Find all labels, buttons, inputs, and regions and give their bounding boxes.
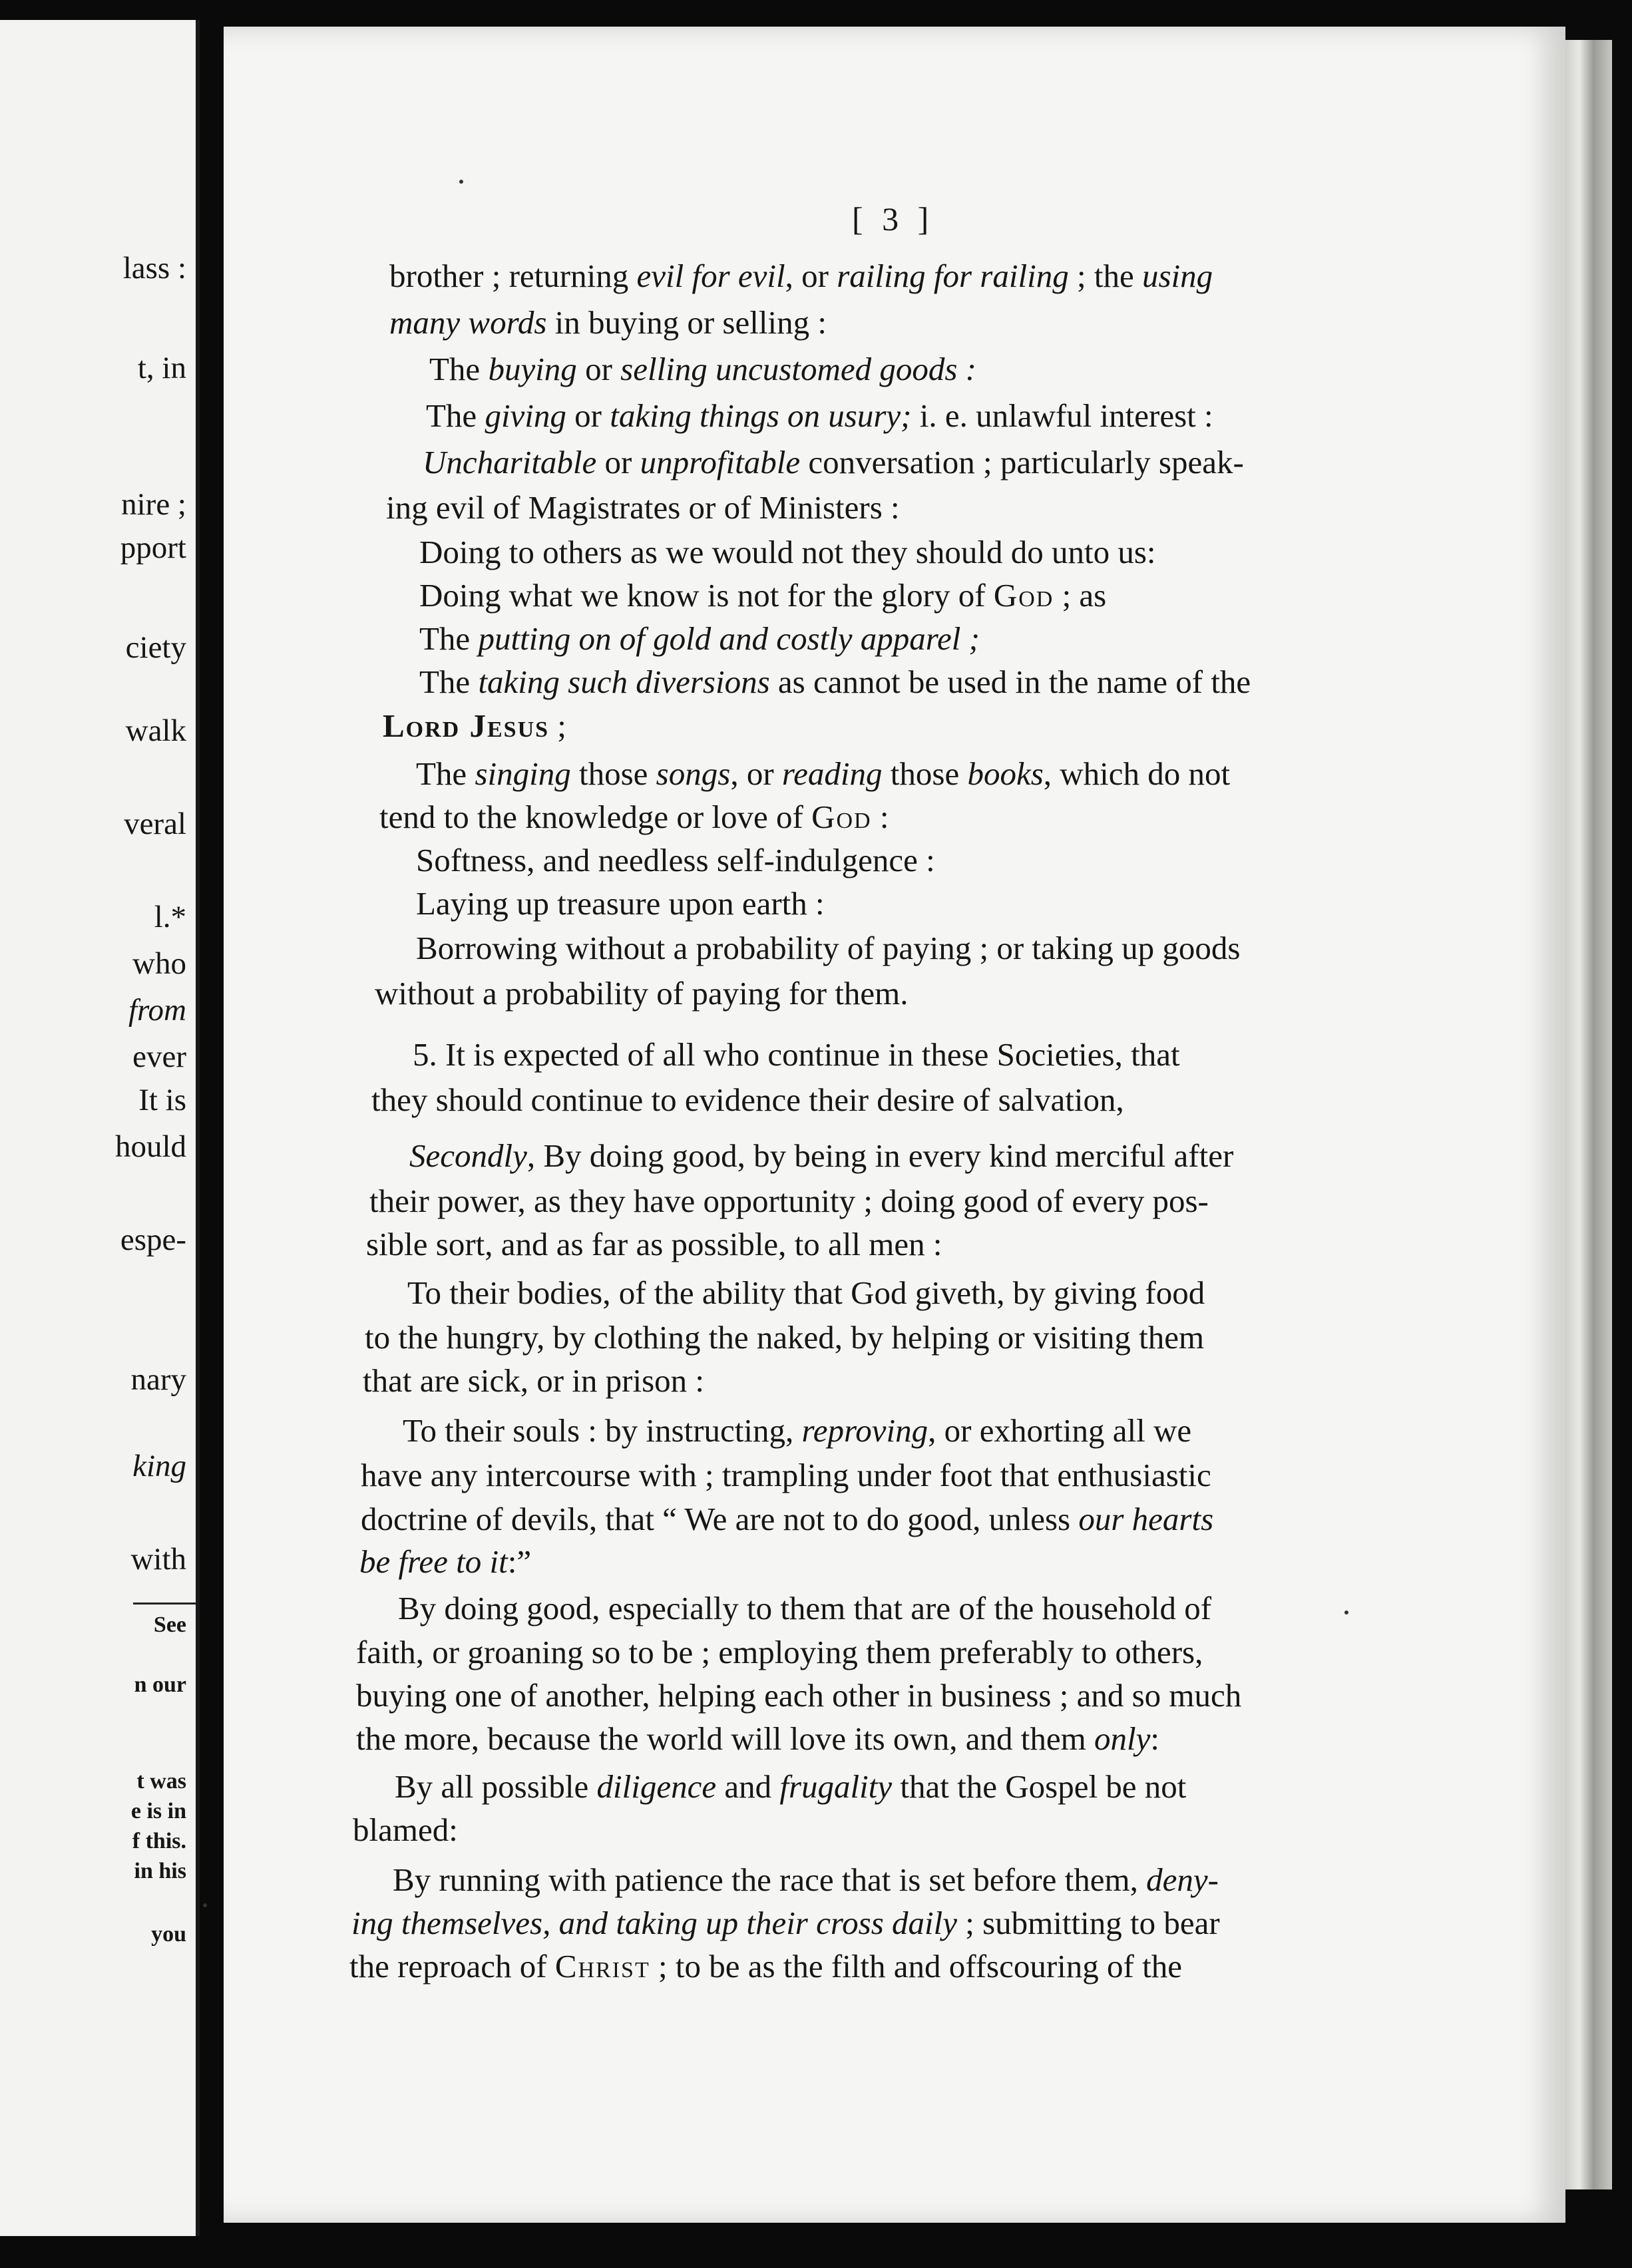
text-line (361, 1459, 1211, 1491)
text-run: Laying up treasure upon earth : (416, 885, 825, 922)
text-run: those (570, 755, 656, 792)
text-run: buying one of another, helping each other in business ; and so much (356, 1677, 1242, 1714)
text-line (395, 1770, 1186, 1803)
text-line (419, 536, 1156, 568)
facing-page-line: nary (130, 1362, 186, 1397)
text-run: and (716, 1768, 780, 1805)
facing-page-line: l.* (154, 900, 186, 934)
facing-page-line: ciety (125, 630, 186, 665)
text-run: , By doing good, by being in every kind merciful after (526, 1137, 1234, 1174)
italic-run: many words (389, 304, 547, 341)
text-run: sible sort, and as far as possible, to all men : (366, 1226, 942, 1262)
facing-page-line: t, in (137, 351, 186, 385)
ink-speck (1344, 1610, 1348, 1614)
facing-page-line: pport (120, 530, 186, 565)
text-run: ; to be as the filth and offscouring of the (650, 1948, 1182, 1984)
text-run: ing evil of Magistrates or of Ministers : (386, 489, 900, 526)
italic-run: unprofitable (640, 444, 801, 480)
text-line (375, 977, 909, 1010)
text-line (416, 932, 1240, 964)
text-run: 5. It is expected of all who continue in these Societies, that (413, 1036, 1180, 1073)
text-run: brother ; returning (389, 258, 637, 294)
italic-run: diligence (596, 1768, 717, 1805)
text-run: To their bodies, of the ability that God giveth, by giving food (407, 1274, 1205, 1311)
text-line (366, 1228, 942, 1260)
text-run: By running with patience the race that is set before them, (393, 1861, 1147, 1898)
italic-run: reproving (801, 1412, 928, 1449)
italic-run: deny- (1146, 1861, 1219, 1898)
facing-page-line: t was (136, 1769, 186, 1794)
italic-run: ing themselves, and taking up their cross daily (351, 1905, 957, 1941)
facing-page-line: espe- (120, 1223, 186, 1257)
italic-run: putting on of gold and costly apparel ; (478, 620, 980, 657)
text-run: Doing what we know is not for the glory of (419, 577, 994, 614)
text-run: ; submitting to bear (957, 1905, 1220, 1941)
text-line (365, 1321, 1204, 1354)
text-run: Softness, and needless self-indulgence : (416, 842, 935, 878)
text-run: :” (507, 1543, 532, 1580)
italic-run: songs (656, 755, 731, 792)
text-line (356, 1636, 1203, 1668)
facing-page-line: It is (138, 1083, 186, 1117)
text-line (423, 446, 1244, 478)
text-run: that are sick, or in prison : (363, 1362, 705, 1399)
text-run: or (566, 397, 610, 434)
facing-page-line: n our (134, 1672, 186, 1697)
text-run: those (882, 755, 968, 792)
text-line (356, 1679, 1241, 1712)
italic-run: be free to it (359, 1543, 508, 1580)
text-line (398, 1592, 1211, 1624)
text-run: To their souls : by instructing, (403, 1412, 802, 1449)
ink-speck (203, 1903, 207, 1907)
small-caps-run: Lord Jesus (383, 707, 550, 744)
text-line (419, 622, 980, 655)
text-line (356, 1722, 1159, 1755)
text-run: they should continue to evidence their desire of salvation, (371, 1081, 1124, 1118)
text-line (361, 1503, 1213, 1535)
text-run: : (871, 799, 889, 835)
italic-run: giving (485, 397, 566, 434)
italic-run: buying (488, 351, 577, 387)
text-line (363, 1364, 704, 1397)
facing-page-line: veral (124, 807, 186, 841)
text-line (416, 757, 1230, 790)
text-run: By all possible (395, 1768, 597, 1805)
text-run: Borrowing without a probability of paying ; or taking up goods (416, 930, 1241, 966)
text-run: The (429, 351, 489, 387)
facing-page-line: from (128, 993, 186, 1028)
text-run: to the hungry, by clothing the naked, by helping or visiting them (365, 1319, 1205, 1356)
facing-page-line: walk (125, 713, 186, 748)
text-run: : (1150, 1720, 1160, 1757)
small-caps-run: Christ (554, 1948, 650, 1984)
italic-run: Uncharitable (423, 444, 597, 480)
text-line (426, 399, 1213, 432)
text-run: that the Gospel be not (892, 1768, 1187, 1805)
text-run: , which do not (1043, 755, 1231, 792)
text-line (349, 1950, 1182, 1983)
italic-run: evil for evil (636, 258, 785, 294)
text-run: as cannot be used in the name of the (769, 663, 1251, 700)
italic-run: using (1141, 258, 1213, 294)
text-run: i. e. unlawful interest : (911, 397, 1213, 434)
ink-speck (459, 180, 463, 184)
text-run: By doing good, especially to them that are of the household of (398, 1590, 1212, 1626)
text-run: , or exhorting all we (928, 1412, 1192, 1449)
text-line (386, 491, 900, 524)
text-line (389, 260, 1213, 292)
text-line (369, 1185, 1209, 1217)
italic-run: our hearts (1078, 1501, 1214, 1537)
text-line (409, 1139, 1233, 1172)
text-run: or (596, 444, 640, 480)
text-run: ; the (1068, 258, 1142, 294)
text-run: their power, as they have opportunity ; doing good of every pos- (369, 1183, 1209, 1219)
text-run: the more, because the world will love its own, and them (356, 1720, 1095, 1757)
text-run: The (426, 397, 485, 434)
italic-run: only (1094, 1720, 1151, 1757)
facing-page-line: nire ; (121, 487, 186, 522)
text-run: without a probability of paying for them. (375, 975, 909, 1012)
text-run: have any intercourse with ; trampling under foot that enthusiastic (361, 1457, 1211, 1493)
text-run: , or (785, 258, 837, 294)
facing-page-line: who (132, 946, 186, 981)
text-line (353, 1813, 458, 1846)
text-line (416, 887, 825, 920)
text-line (351, 1907, 1220, 1939)
text-run: faith, or groaning so to be ; employing them preferably to others, (356, 1634, 1203, 1670)
text-run: The (419, 663, 479, 700)
text-run: doctrine of devils, that “ We are not to do good, unless (361, 1501, 1079, 1537)
facing-page-line: king (132, 1449, 186, 1483)
small-caps-run: God (993, 577, 1054, 614)
facing-page-line: you (151, 1922, 186, 1947)
text-line (429, 353, 976, 385)
facing-page-line: in his (134, 1859, 186, 1883)
facing-page-line: See (153, 1612, 186, 1637)
italic-run: taking such diversions (478, 663, 770, 700)
small-caps-run: God (811, 799, 872, 835)
italic-run: selling uncustomed goods : (620, 351, 977, 387)
text-run: in buying or selling : (546, 304, 827, 341)
facing-page-line: lass : (122, 251, 186, 285)
text-line (371, 1083, 1124, 1116)
text-run: tend to the knowledge or love of (379, 799, 812, 835)
facing-page-fragment (0, 20, 200, 2236)
facing-page-line: e is in (130, 1799, 186, 1823)
text-line (419, 579, 1106, 612)
text-run: conversation ; particularly speak- (800, 444, 1244, 480)
italic-run: railing for railing (837, 258, 1069, 294)
text-line (389, 306, 827, 339)
text-run: ; as (1054, 577, 1107, 614)
text-line (416, 844, 935, 876)
text-run: Doing to others as we would not they should do unto us: (419, 534, 1156, 570)
text-line (413, 1038, 1180, 1071)
page-number: [ 3 ] (852, 200, 934, 238)
facing-page-line: ever (132, 1040, 186, 1074)
facing-page-line: hould (114, 1129, 186, 1164)
text-run: blamed: (353, 1811, 458, 1848)
text-run: the reproach of (349, 1948, 555, 1984)
text-line (383, 709, 566, 742)
text-run: The (419, 620, 479, 657)
italic-run: taking things on usury; (610, 397, 912, 434)
facing-page-line: f this. (132, 1829, 186, 1853)
text-line (359, 1545, 531, 1578)
text-run: , or (730, 755, 782, 792)
italic-run: singing (475, 755, 571, 792)
italic-run: reading (781, 755, 883, 792)
text-line (419, 665, 1251, 698)
page-edge (1565, 40, 1612, 2189)
text-run: or (576, 351, 621, 387)
italic-run: Secondly (409, 1137, 527, 1174)
text-line (393, 1863, 1219, 1896)
italic-run: frugality (779, 1768, 893, 1805)
text-line (379, 801, 889, 833)
text-line (407, 1276, 1205, 1309)
footnote-rule (133, 1603, 196, 1605)
text-line (403, 1414, 1191, 1447)
facing-page-line: with (130, 1542, 186, 1577)
italic-run: books (967, 755, 1044, 792)
text-run: ; (549, 707, 566, 744)
text-run: The (416, 755, 475, 792)
